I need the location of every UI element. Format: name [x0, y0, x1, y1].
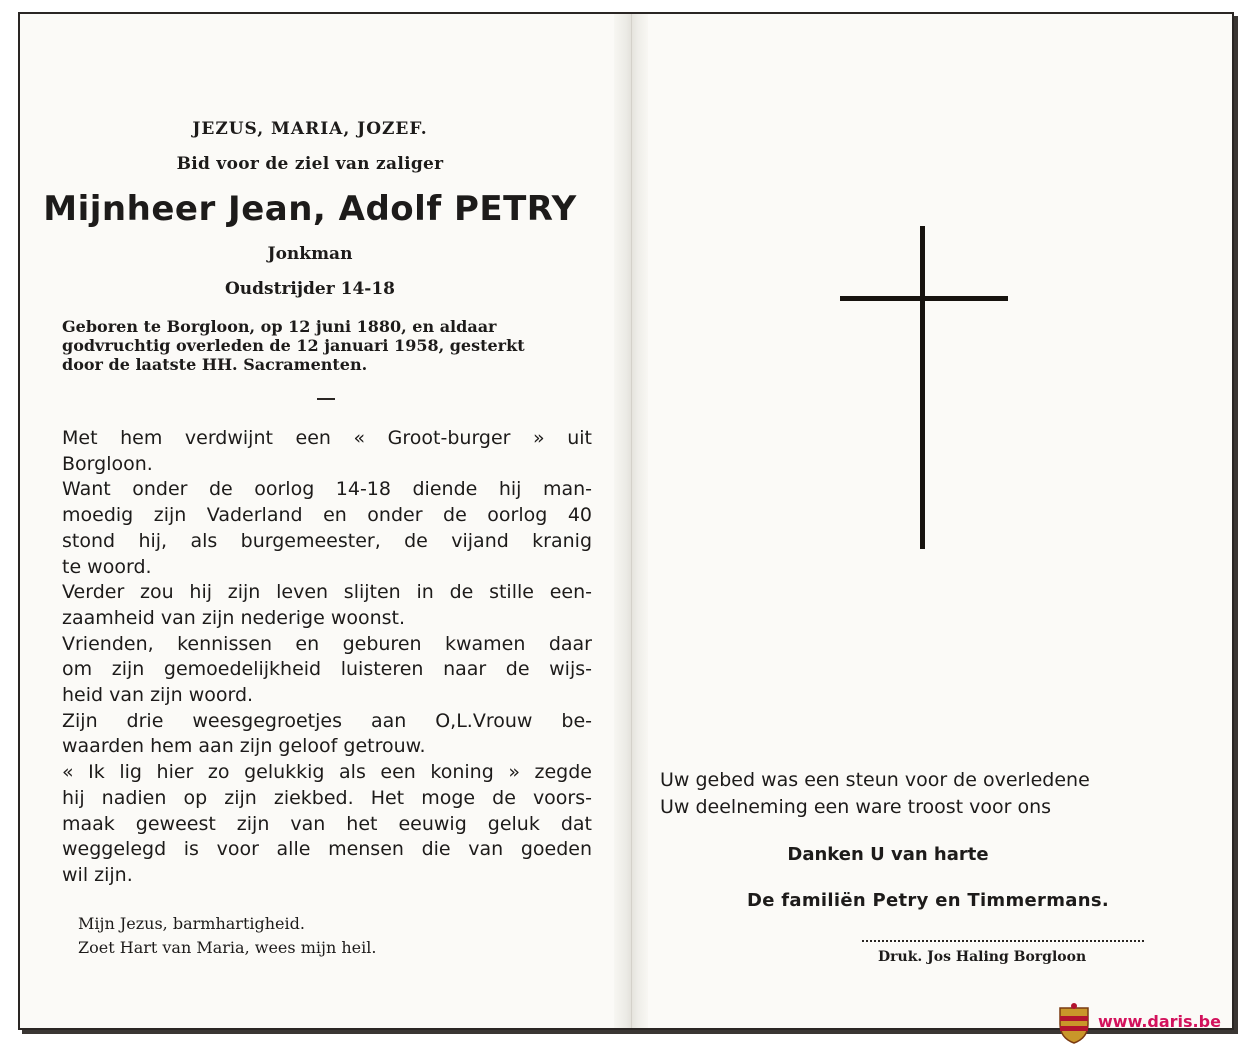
prayer-line: Zoet Hart van Maria, wees mijn heil.	[78, 938, 377, 957]
divider-dash	[317, 398, 335, 400]
eulogy-line: om zijn gemoedelijkheid luisteren naar de wijs-	[62, 658, 592, 681]
eulogy-line: Met hem verdwijnt een « Groot-burger » uit	[62, 427, 592, 449]
danken-text: Danken U van harte	[787, 844, 989, 865]
deceased-name: Mijnheer Jean, Adolf PETRY	[43, 189, 577, 229]
eulogy-line: Zijn drie weesgegroetjes aan O,L.Vrouw be-	[62, 709, 592, 732]
eulogy-line: te woord.	[62, 555, 152, 578]
families-signature: De familiën Petry en Timmermans.	[746, 890, 1110, 911]
eulogy-text	[62, 426, 592, 889]
closing-prayer	[78, 912, 376, 960]
cross-horizontal-bar	[840, 296, 1008, 301]
eulogy-line: Verder zou hij zijn leven slijten in de stille een-	[62, 581, 592, 604]
thanks-text	[660, 767, 1090, 821]
thanks-line: Uw gebed was een steun voor de overledene	[660, 769, 1090, 791]
eulogy-line: Want onder de oorlog 14-18 diende hij man-	[62, 478, 592, 501]
eulogy-line: moedig zijn Vaderland en onder de oorlog 40	[62, 504, 592, 527]
eulogy-line: maak geweest zijn van het eeuwig geluk dat	[62, 812, 592, 835]
memorial-card	[18, 12, 1234, 1030]
printer-credit: Druk. Jos Haling Borgloon	[878, 949, 1087, 965]
eulogy-line: « Ik lig hier zo gelukkig als een koning » zegde	[62, 761, 592, 784]
eulogy-line: waarden hem aan zijn geloof getrouw.	[62, 735, 426, 758]
right-panel	[648, 14, 1232, 1028]
eulogy-line: hij nadien op zijn ziekbed. Het moge de voors-	[62, 786, 592, 809]
cross-icon	[840, 226, 1010, 551]
eulogy-line: weggelegd is voor alle mensen die van goeden	[62, 838, 592, 861]
shield-icon	[1056, 1002, 1092, 1044]
invocation: JEZUS, MARIA, JOZEF.	[192, 119, 428, 139]
eulogy-line: wil zijn.	[62, 863, 133, 886]
eulogy-line: zaamheid van zijn nederige woonst.	[62, 606, 406, 629]
watermark-link[interactable]: www.daris.be	[1098, 1012, 1221, 1031]
title-veteran: Oudstrijder 14-18	[225, 279, 395, 299]
thanks-line: Uw deelneming een ware troost voor ons	[660, 796, 1052, 818]
eulogy-line: Vrienden, kennissen en geburen kwamen daar	[62, 632, 592, 655]
birth-line: door de laatste HH. Sacramenten.	[62, 355, 368, 374]
title-jonkman: Jonkman	[267, 244, 353, 264]
prayer-request: Bid voor de ziel van zaliger	[176, 154, 444, 174]
left-panel	[20, 14, 614, 1028]
birth-line: Geboren te Borgloon, op 12 juni 1880, en aldaar	[62, 317, 497, 336]
cross-vertical-bar	[920, 226, 925, 549]
birth-death-text	[62, 317, 592, 374]
dotted-divider	[862, 940, 1144, 942]
prayer-line: Mijn Jezus, barmhartigheid.	[78, 914, 305, 933]
fold-crease	[631, 14, 632, 1028]
eulogy-line: stond hij, als burgemeester, de vijand kranig	[62, 529, 592, 552]
eulogy-line: heid van zijn woord.	[62, 684, 254, 707]
eulogy-line: Borgloon.	[62, 452, 153, 475]
watermark[interactable]	[1050, 1000, 1240, 1046]
birth-line: godvruchtig overleden de 12 januari 1958, gesterkt	[62, 336, 525, 355]
